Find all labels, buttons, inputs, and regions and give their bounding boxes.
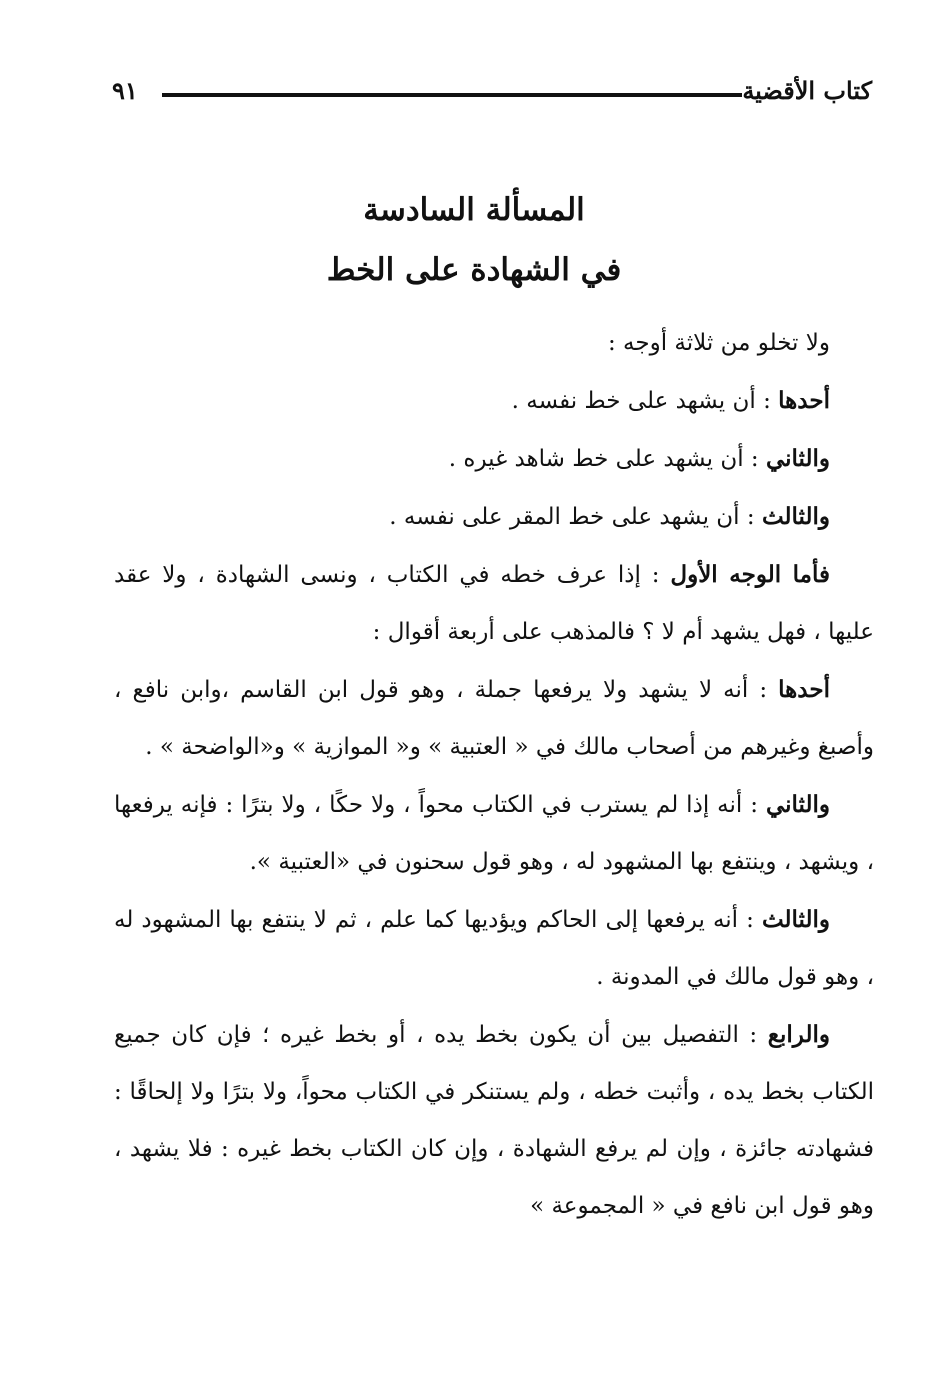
paragraph-text: ولا تخلو من ثلاثة أوجه : [607,330,830,356]
paragraph [114,776,874,891]
paragraph-lead: أحدها [778,387,830,414]
paragraph-lead: والثاني [765,445,830,472]
header-rule [162,93,742,97]
paragraph-text: : أنه يرفعها إلى الحاكم ويؤديها كما علم ، ثم لا ينتفع بها المشهود له ، وهو قول مالك في المدونة . [114,907,874,990]
chapter-title: المسألة السادسة [363,192,585,228]
paragraph-lead: والرابع [767,1021,830,1048]
paragraph-lead: أحدها [778,676,830,703]
book-title: كتاب الأقضية [742,76,872,105]
paragraph [114,372,874,430]
running-header [112,74,872,114]
paragraph [114,314,874,372]
paragraph-text: : أن يشهد على خط نفسه . [511,388,779,414]
paragraph [114,488,874,546]
paragraph-lead: والثالث [761,503,830,530]
paragraph [114,1006,874,1235]
paragraph-text: : إذا عرف خطه في الكتاب ، ونسى الشهادة ، ولا عقد عليها ، فهل يشهد أم لا ؟ فالمذهب على أربعة أقوال : [114,562,874,645]
chapter-subtitle: في الشهادة على الخط [326,252,622,288]
paragraph-lead: فأما الوجه الأول [670,561,831,588]
paragraph-text: : أنه إذا لم يسترب في الكتاب محواً ، ولا حكًا ، ولا بترًا : فإنه يرفعها ، ويشهد ، وينتفع بها المشهود له ، وهو قول سحنون في «العتبية ». [114,792,874,875]
paragraph-lead: والثالث [761,906,830,933]
paragraph-text: : أنه لا يشهد ولا يرفعها جملة ، وهو قول ابن القاسم ،وابن نافع ، وأصبغ وغيرهم من أصحاب مالك في « العتبية » و« الموازية » و«الواضحة » . [114,677,874,760]
body-text [114,314,874,1235]
paragraph [114,546,874,661]
paragraph [114,891,874,1006]
paragraph-lead: والثاني [765,791,830,818]
paragraph [114,661,874,776]
paragraph-text: : أن يشهد على خط شاهد غيره . [448,446,766,472]
paragraph-text: : أن يشهد على خط المقر على نفسه . [389,504,762,530]
page-number: ٩١ [112,76,138,105]
paragraph [114,430,874,488]
paragraph-text: : التفصيل بين أن يكون بخط يده ، أو بخط غيره ؛ فإن كان جميع الكتاب بخط يده ، وأثبت خطه ، ولم يستنكر في الكتاب محواً، ولا بترًا ولا إلحاقًا : فشهادته جائزة ، وإن لم يرفع الشهادة ، وإن كان الكتاب بخط غيره : فلا يشهد ، وهو قول ابن نافع في « المجموعة » [114,1022,874,1219]
